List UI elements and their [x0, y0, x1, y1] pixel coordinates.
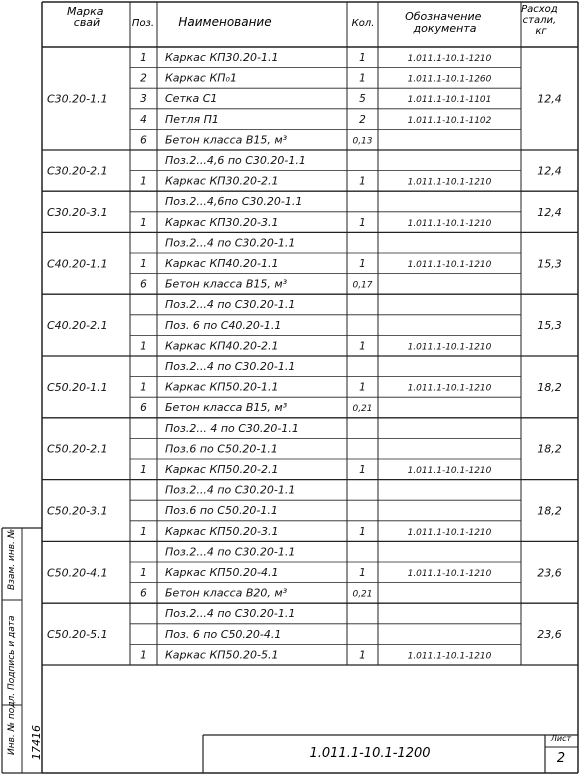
cell-oboz: 1.011.1-10.1-1210: [407, 54, 492, 65]
cell-name: Каркас КП50.20-5.1: [165, 648, 279, 662]
cell-marka: С40.20-2.1: [47, 319, 108, 333]
cell-poz: 3: [140, 93, 147, 106]
header-kol: Кол.: [351, 18, 375, 29]
cell-name: Петля П1: [165, 112, 219, 126]
cell-oboz: 1.011.1-10.1-1210: [407, 342, 492, 353]
stamp-vzam-inv: Взам. инв. №: [7, 528, 17, 590]
cell-poz: 1: [140, 340, 147, 353]
cell-name: Поз.2...4 по С30.20-1.1: [165, 607, 296, 621]
header-rashod: Расход стали, кг: [521, 4, 558, 37]
cell-kol: 1: [359, 340, 366, 353]
cell-rashod: 12,4: [537, 205, 562, 219]
cell-kol: 0,17: [352, 280, 373, 291]
cell-rashod: 15,3: [537, 319, 562, 333]
cell-kol: 0,21: [352, 589, 373, 600]
cell-oboz: 1.011.1-10.1-1210: [407, 260, 492, 271]
cell-marka: С50.20-2.1: [47, 442, 108, 456]
cell-marka: С50.20-1.1: [47, 380, 108, 394]
cell-kol: 1: [359, 464, 366, 477]
header-name: Наименование: [178, 15, 272, 29]
cell-poz: 1: [140, 525, 147, 538]
cell-rashod: 12,4: [537, 164, 562, 178]
cell-marka: С30.20-3.1: [47, 205, 108, 219]
cell-kol: 1: [359, 52, 366, 65]
cell-poz: 1: [140, 567, 147, 580]
cell-name: Каркас КП30.20-3.1: [165, 215, 279, 229]
sheet-number: 2: [556, 751, 566, 766]
cell-kol: 1: [359, 175, 366, 188]
cell-kol: 0,21: [352, 404, 373, 415]
cell-kol: 1: [359, 567, 366, 580]
cell-poz: 1: [140, 52, 147, 65]
cell-name: Поз.2...4 по С30.20-1.1: [165, 545, 296, 559]
cell-name: Поз. 6 по С50.20-4.1: [165, 627, 282, 641]
cell-name: Каркас КП50.20-4.1: [165, 566, 279, 580]
cell-poz: 1: [140, 464, 147, 477]
cell-poz: 6: [140, 587, 147, 600]
cell-rashod: 12,4: [537, 92, 562, 106]
side-stamp: [7, 529, 43, 760]
cell-name: Бетон класса В15, м³: [165, 401, 288, 415]
cell-rashod: 18,2: [537, 504, 562, 518]
cell-poz: 1: [140, 381, 147, 394]
cell-name: Поз.2...4,6по С30.20-1.1: [165, 195, 303, 209]
cell-name: Поз.2...4 по С30.20-1.1: [165, 236, 296, 250]
cell-rashod: 23,6: [537, 628, 562, 642]
cell-oboz: 1.011.1-10.1-1210: [407, 569, 492, 580]
cell-name: Поз.2...4 по С30.20-1.1: [165, 360, 296, 374]
stamp-inv-number: 17416: [30, 725, 43, 760]
cell-kol: 1: [359, 381, 366, 394]
cell-name: Каркас КП₀1: [165, 71, 237, 85]
cell-marka: С50.20-3.1: [47, 504, 108, 518]
cell-kol: 1: [359, 72, 366, 85]
cell-oboz: 1.011.1-10.1-1210: [407, 466, 492, 477]
cell-kol: 5: [359, 93, 366, 106]
cell-poz: 6: [140, 402, 147, 415]
cell-marka: С40.20-1.1: [47, 257, 108, 271]
cell-name: Бетон класса В20, м³: [165, 586, 288, 600]
cell-oboz: 1.011.1-10.1-1210: [407, 383, 492, 394]
cell-kol: 1: [359, 649, 366, 662]
cell-name: Поз.2... 4 по С30.20-1.1: [165, 421, 299, 435]
cell-kol: 1: [359, 216, 366, 229]
document-code: 1.011.1-10.1-1200: [309, 746, 431, 761]
cell-poz: 1: [140, 649, 147, 662]
cell-name: Поз. 6 по С40.20-1.1: [165, 318, 282, 332]
cell-rashod: 18,2: [537, 442, 562, 456]
cell-name: Каркас КП40.20-1.1: [165, 257, 279, 271]
sheet-label: Лист: [550, 734, 572, 743]
stamp-inv-podl: Инв. № подл.: [7, 692, 17, 755]
cell-poz: 1: [140, 175, 147, 188]
cell-oboz: 1.011.1-10.1-1260: [407, 74, 492, 85]
cell-poz: 6: [140, 278, 147, 291]
cell-oboz: 1.011.1-10.1-1102: [407, 115, 492, 126]
cell-kol: 1: [359, 525, 366, 538]
header-marka-line1: Марка: [66, 5, 104, 18]
cell-kol: 1: [359, 258, 366, 271]
cell-poz: 1: [140, 216, 147, 229]
cell-name: Поз.6 по С50.20-1.1: [165, 504, 278, 518]
cell-name: Каркас КП50.20-1.1: [165, 380, 279, 394]
cell-rashod: 23,6: [537, 566, 562, 580]
cell-name: Бетон класса В15, м³: [165, 277, 288, 291]
cell-poz: 2: [140, 72, 147, 85]
header-marka: [67, 5, 107, 29]
cell-rashod: 15,3: [537, 257, 562, 271]
header-marka-line2: свай: [73, 16, 101, 29]
cell-name: Сетка С1: [165, 92, 218, 106]
header-oboz: Обозначение документа: [405, 10, 482, 35]
cell-name: Бетон класса В15, м³: [165, 133, 288, 147]
cell-marka: С30.20-2.1: [47, 164, 108, 178]
cell-name: Поз.6 по С50.20-1.1: [165, 442, 278, 456]
cell-marka: С50.20-5.1: [47, 628, 108, 642]
stamp-podpis-data: Подпись и дата: [7, 615, 17, 690]
cell-name: Поз.2...4 по С30.20-1.1: [165, 298, 296, 312]
cell-name: Поз.2...4,6 по С30.20-1.1: [165, 154, 306, 168]
cell-name: Каркас КП40.20-2.1: [165, 339, 279, 353]
cell-marka: С30.20-1.1: [47, 92, 108, 106]
cell-oboz: 1.011.1-10.1-1101: [407, 95, 492, 106]
cell-name: Поз.2...4 по С30.20-1.1: [165, 483, 296, 497]
cell-name: Каркас КП30.20-1.1: [165, 51, 279, 65]
cell-oboz: 1.011.1-10.1-1210: [407, 177, 492, 188]
cell-kol: 2: [359, 113, 366, 126]
cell-name: Каркас КП50.20-2.1: [165, 463, 279, 477]
cell-name: Каркас КП30.20-2.1: [165, 174, 279, 188]
cell-kol: 0,13: [352, 136, 373, 147]
cell-poz: 4: [140, 113, 147, 126]
cell-poz: 1: [140, 258, 147, 271]
cell-name: Каркас КП50.20-3.1: [165, 524, 279, 538]
cell-poz: 6: [140, 134, 147, 147]
cell-oboz: 1.011.1-10.1-1210: [407, 527, 492, 538]
cell-oboz: 1.011.1-10.1-1210: [407, 651, 492, 662]
cell-marka: С50.20-4.1: [47, 566, 108, 580]
cell-oboz: 1.011.1-10.1-1210: [407, 218, 492, 229]
cell-rashod: 18,2: [537, 380, 562, 394]
header-poz: Поз.: [131, 18, 155, 29]
